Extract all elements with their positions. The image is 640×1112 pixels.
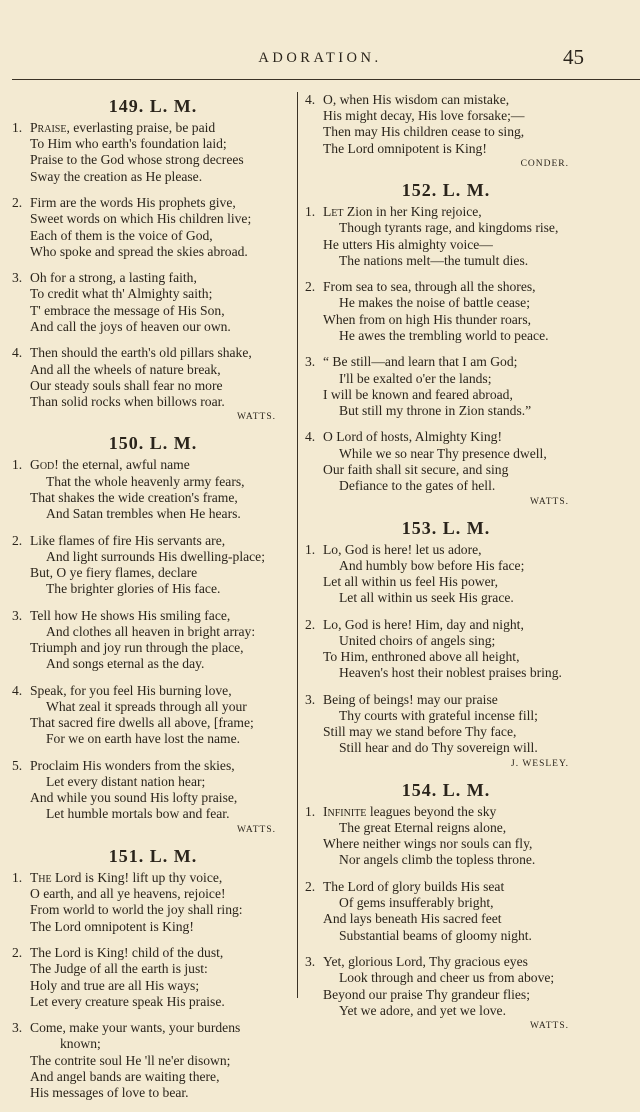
verse-line: That sacred fire dwells all above, [frame; (30, 715, 254, 731)
verse-line: Still hear and do Thy sovereign will. (339, 740, 538, 756)
hymn-heading: 150. L. M. (108, 433, 198, 454)
hymn (12, 429, 294, 836)
verse-line: Come, make your wants, your burdens (30, 1020, 241, 1036)
verse-line: O, when His wisdom can mistake, (323, 92, 510, 107)
stanza-number: 2. (12, 532, 23, 548)
hymn-author: WATTS. (237, 824, 276, 835)
header-rule (12, 79, 640, 80)
verse-line: Sweet words on which His children live; (30, 211, 252, 227)
verse-line: That shakes the wide creation's frame, (30, 489, 238, 505)
verse-line: And clothes all heaven in bright array: (46, 623, 256, 639)
verse-line: Look through and cheer us from above; (339, 970, 555, 986)
verse-line: And lays beneath His sacred feet (323, 911, 502, 927)
stanza-number: 1. (12, 869, 23, 885)
verse-line: Each of them is the voice of God, (30, 227, 213, 243)
verse-line: And humbly bow before His face; (339, 557, 525, 573)
stanza-number: 1. (12, 457, 23, 473)
verse-line: The nations melt—the tumult dies. (339, 252, 529, 268)
verse-line: From world to world the joy shall ring: (30, 902, 243, 918)
stanza-number: 4. (305, 92, 316, 107)
verse-line: While we so near Thy presence dwell, (339, 445, 547, 461)
verse-line: Still may we stand before Thy face, (323, 724, 517, 740)
verse-line: The Lord omnipotent is King! (323, 140, 487, 156)
hymn-heading: 149. L. M. (108, 96, 198, 116)
hymn (305, 776, 587, 1032)
stanza (305, 954, 587, 1019)
stanza (12, 1020, 294, 1101)
stanza-number: 3. (305, 954, 316, 970)
running-head (0, 45, 640, 72)
verse-line: His messages of love to bear. (30, 1085, 189, 1101)
verse-line: Triumph and joy run through the place, (30, 640, 244, 656)
verse-line: The great Eternal reigns alone, (339, 820, 507, 836)
verse-line: The Lord is King! child of the dust, (30, 945, 224, 961)
verse-line: Where neither wings nor souls can fly, (323, 836, 533, 852)
stanza-number: 4. (305, 429, 316, 445)
verse-line: Heaven's host their noblest praises bring. (339, 665, 562, 681)
verse-line: To Him, enthroned above all height, (323, 649, 520, 665)
verse-line: Than solid rocks when billows roar. (30, 393, 225, 409)
verse-line: The Judge of all the earth is just: (30, 961, 208, 977)
verse-line: Let every distant nation hear; (46, 774, 206, 790)
verse-line: Proclaim His wonders from the skies, (30, 757, 235, 773)
small-caps-word: God! (30, 457, 59, 473)
verse-line: That the whole heavenly army fears, (46, 473, 245, 489)
stanza (305, 617, 587, 682)
verse-line: T' embrace the message of His Son, (30, 302, 225, 318)
verse-line: known; (60, 1036, 101, 1052)
verse-line: From sea to sea, through all the shores, (323, 279, 536, 295)
stanza-number: 2. (12, 945, 23, 961)
verse-line: Sway the creation as He please. (30, 168, 203, 184)
stanza-number: 4. (12, 682, 23, 698)
hymn-author: J. WESLEY. (511, 758, 569, 769)
verse-line: Speak, for you feel His burning love, (30, 682, 232, 698)
verse-line: But still my throne in Zion stands.” (339, 402, 532, 418)
stanza-number: 3. (305, 354, 316, 370)
verse-line: The Lord omnipotent is King! (30, 918, 194, 934)
stanza (12, 683, 294, 748)
verse-line: O Lord of hosts, Almighty King! (323, 429, 502, 445)
stanza (305, 429, 587, 494)
stanza (12, 945, 294, 1010)
hymn (12, 92, 294, 423)
verse-line: Like flames of fire His servants are, (30, 532, 226, 548)
verse-line: To Him who earth's foundation laid; (30, 136, 227, 152)
verse-line: Then should the earth's old pillars shake, (30, 345, 252, 361)
hymn-author: WATTS. (530, 496, 569, 507)
verse-line: Holy and true are all His ways; (30, 977, 200, 993)
hymn-heading: 151. L. M. (108, 845, 198, 866)
stanza (12, 457, 294, 522)
stanza (305, 879, 587, 944)
stanza (305, 804, 587, 869)
stanza-number: 2. (305, 279, 316, 295)
stanza-number: 2. (305, 878, 316, 894)
verse-line: And songs eternal as the day. (46, 656, 205, 672)
hymn-heading: 154. L. M. (401, 779, 491, 800)
hymn (12, 842, 294, 1101)
verse-line: And Satan trembles when He hears. (46, 506, 241, 522)
verse-line: And all the wheels of nature break, (30, 361, 221, 377)
stanza-number: 1. (12, 120, 23, 135)
hymn-author: WATTS. (530, 1021, 569, 1032)
stanza (305, 279, 587, 344)
left-column (12, 92, 294, 1112)
verse-line: Let all within us feel His power, (323, 573, 498, 589)
hymn-heading: 152. L. M. (401, 180, 491, 201)
verse-line: For we on earth have lost the name. (46, 731, 241, 747)
small-caps-word: Praise, (30, 120, 70, 135)
verse-line: Our steady souls shall fear no more (30, 377, 223, 393)
verse-line: To credit what th' Almighty saith; (30, 286, 213, 302)
verse-line: Yet, glorious Lord, Thy gracious eyes (323, 954, 528, 970)
stanza (305, 204, 587, 269)
verse-line: Lo, God is here! let us adore, (323, 541, 482, 557)
verse-line: And light surrounds His dwelling-place; (46, 548, 265, 564)
stanza (12, 195, 294, 260)
stanza (12, 270, 294, 335)
verse-line: When from on high His thunder roars, (323, 311, 532, 327)
verse-line: Let Zion in her King rejoice, (323, 204, 482, 220)
stanza-number: 3. (305, 691, 316, 707)
verse-line: Praise to the God whose strong decrees (30, 152, 244, 168)
verse-line: Thy courts with grateful incense fill; (339, 707, 538, 723)
stanza (305, 354, 587, 419)
verse-line: He utters His almighty voice— (323, 236, 493, 252)
verse-line: Beyond our praise Thy grandeur flies; (323, 986, 530, 1002)
small-caps-word: The (30, 869, 52, 885)
verse-line: O earth, and all ye heavens, rejoice! (30, 886, 226, 902)
stanza-number: 3. (12, 270, 23, 286)
stanza (305, 542, 587, 607)
stanza-number: 3. (12, 1020, 23, 1036)
stanza (12, 870, 294, 935)
stanza-number: 2. (12, 195, 23, 211)
hymn-author: WATTS. (237, 412, 276, 423)
stanza (305, 692, 587, 757)
verse-line: And while you sound His lofty praise, (30, 790, 238, 806)
verse-line: Let every creature speak His praise. (30, 993, 225, 1009)
verse-line: And angel bands are waiting there, (30, 1068, 220, 1084)
verse-line: Praise, everlasting praise, be paid (30, 120, 216, 135)
verse-line: He awes the trembling world to peace. (339, 327, 549, 343)
stanza (12, 608, 294, 673)
verse-line: The Lord is King! lift up thy voice, (30, 869, 223, 885)
verse-line: Tell how He shows His smiling face, (30, 607, 231, 623)
right-column (305, 92, 587, 1038)
verse-line: What zeal it spreads through all your (46, 698, 247, 714)
hymn (305, 92, 587, 170)
stanza (12, 758, 294, 823)
verse-line: Though tyrants rage, and kingdoms rise, (339, 220, 559, 236)
verse-line: Firm are the words His prophets give, (30, 195, 236, 211)
hymn (305, 176, 587, 507)
verse-line: The contrite soul He 'll ne'er disown; (30, 1052, 231, 1068)
running-title: ADORATION. (258, 50, 382, 66)
verse-line: Let all within us seek His grace. (339, 590, 514, 606)
verse-line: Our faith shall sit secure, and sing (323, 461, 509, 477)
verse-line: God! the eternal, awful name (30, 457, 190, 473)
verse-line: I'll be exalted o'er the lands; (339, 370, 492, 386)
verse-line: Oh for a strong, a lasting faith, (30, 270, 197, 286)
stanza (12, 345, 294, 410)
hymn-heading: 153. L. M. (401, 517, 491, 538)
verse-line: Yet we adore, and yet we love. (339, 1002, 506, 1018)
verse-line: Then may His children cease to sing, (323, 124, 525, 140)
verse-line: Being of beings! may our praise (323, 691, 498, 707)
stanza-number: 5. (12, 757, 23, 773)
verse-line: The brighter glories of His face. (46, 581, 221, 597)
verse-line: His might decay, His love forsake;— (323, 108, 525, 124)
verse-line: And call the joys of heaven our own. (30, 318, 231, 334)
verse-line: Of gems insufferably bright, (339, 895, 494, 911)
verse-line: Nor angels climb the topless throne. (339, 852, 536, 868)
verse-line: Lo, God is here! Him, day and night, (323, 616, 524, 632)
stanza-number: 1. (305, 204, 316, 220)
page-number: 45 (563, 45, 584, 69)
stanza-number: 4. (12, 345, 23, 361)
stanza-number: 2. (305, 616, 316, 632)
hymn-author: CONDER. (520, 159, 569, 170)
verse-line: Infinite leagues beyond the sky (323, 803, 497, 819)
stanza-number: 1. (305, 541, 316, 557)
verse-line: But, O ye fiery flames, declare (30, 564, 198, 580)
small-caps-word: Infinite (323, 803, 367, 819)
column-divider (297, 92, 298, 998)
verse-line: He makes the noise of battle cease; (339, 295, 530, 311)
verse-line: Defiance to the gates of hell. (339, 478, 496, 494)
verse-line: Let humble mortals bow and fear. (46, 806, 230, 822)
stanza (12, 533, 294, 598)
verse-line: The Lord of glory builds His seat (323, 878, 505, 894)
stanza (305, 92, 587, 157)
verse-line: United choirs of angels sing; (339, 632, 496, 648)
stanza (12, 120, 294, 185)
verse-line: I will be known and feared abroad, (323, 386, 513, 402)
stanza-number: 1. (305, 803, 316, 819)
verse-line: Substantial beams of gloomy night. (339, 927, 532, 943)
verse-line: “ Be still—and learn that I am God; (323, 354, 518, 370)
small-caps-word: Let (323, 204, 344, 220)
stanza-number: 3. (12, 607, 23, 623)
verse-line: Who spoke and spread the skies abroad. (30, 243, 248, 259)
hymn (305, 514, 587, 770)
